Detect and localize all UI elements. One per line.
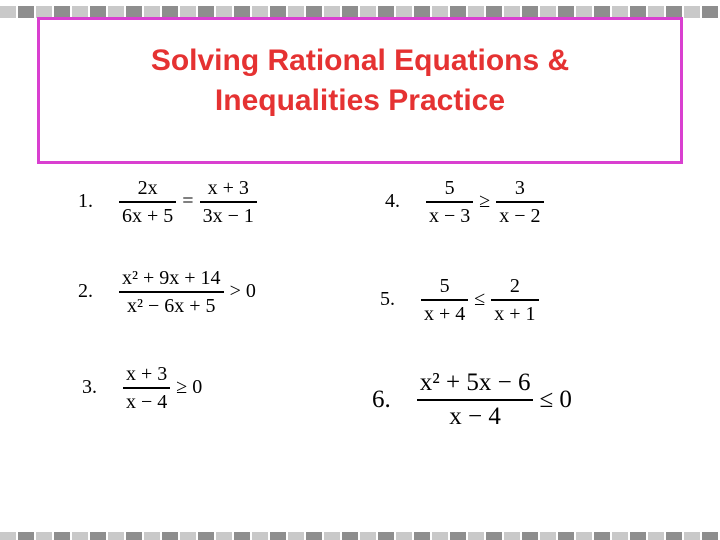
denominator: x + 1	[494, 302, 536, 325]
problem-number: 4.	[385, 190, 400, 213]
problem-number: 2.	[78, 280, 93, 303]
rhs-fraction	[200, 176, 257, 228]
fraction-bar	[426, 201, 473, 203]
lhs-fraction	[119, 176, 176, 228]
numerator: 2	[509, 275, 520, 297]
fraction-bar	[200, 201, 257, 203]
problem-number: 1.	[78, 190, 93, 213]
problem-4	[385, 176, 544, 228]
bottom-decorative-bar	[0, 532, 720, 540]
problem-3	[82, 362, 208, 414]
lhs-fraction	[119, 266, 224, 318]
fraction-bar	[421, 299, 468, 301]
problem-number: 5.	[380, 288, 395, 311]
fraction-bar	[496, 201, 543, 203]
denominator: x − 4	[449, 402, 501, 430]
relation: ≥ 0	[176, 376, 203, 399]
fraction-bar	[417, 399, 534, 401]
denominator: 3x − 1	[202, 204, 254, 227]
relation: =	[182, 190, 194, 213]
lhs-fraction	[426, 176, 473, 228]
denominator: x − 2	[499, 204, 541, 227]
numerator: 5	[439, 275, 450, 297]
lhs-fraction	[417, 368, 534, 432]
denominator: 6x + 5	[122, 204, 174, 227]
problem-6	[372, 368, 578, 432]
numerator: 2x	[137, 177, 158, 199]
denominator: x² − 6x + 5	[127, 294, 216, 317]
lhs-fraction	[123, 362, 170, 414]
numerator: x² + 5x − 6	[419, 369, 531, 396]
problem-number: 3.	[82, 376, 97, 399]
title-box	[37, 17, 683, 164]
numerator: x² + 9x + 14	[122, 267, 221, 289]
denominator: x − 3	[429, 204, 471, 227]
numerator: x + 3	[207, 177, 249, 199]
denominator: x − 4	[126, 390, 168, 413]
fraction-bar	[119, 201, 176, 203]
problem-5	[380, 274, 539, 326]
slide-title-line-1: Solving Rational Equations &	[150, 43, 570, 77]
relation: ≥	[479, 190, 491, 213]
rhs-fraction	[496, 176, 543, 228]
relation: > 0	[229, 280, 256, 303]
denominator: x + 4	[424, 302, 466, 325]
numerator: 5	[444, 177, 455, 199]
rhs-fraction	[491, 274, 538, 326]
fraction-bar	[119, 291, 224, 293]
slide-title-line-2: Inequalities Practice	[214, 83, 506, 117]
fraction-bar	[123, 387, 170, 389]
problem-2	[78, 266, 262, 318]
fraction-bar	[491, 299, 538, 301]
numerator: 3	[514, 177, 525, 199]
problem-number: 6.	[372, 385, 391, 413]
relation: ≤ 0	[539, 385, 572, 413]
relation: ≤	[474, 288, 486, 311]
numerator: x + 3	[126, 363, 168, 385]
lhs-fraction	[421, 274, 468, 326]
problem-1	[78, 176, 257, 228]
